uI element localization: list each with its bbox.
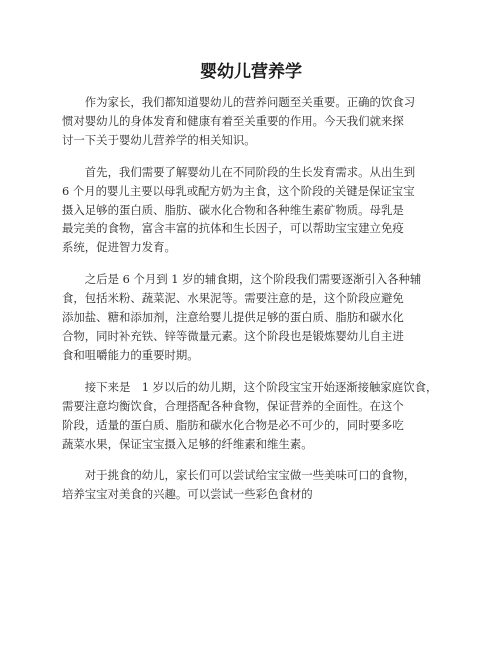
- paragraph-3: [62, 270, 462, 365]
- paragraph-line: 阶段，适量的蛋白质、脂肪和碳水化合物是必不可少的，同时要多吃: [62, 417, 404, 432]
- paragraph-line: 添加盐、糖和添加剂，注意给婴儿提供足够的蛋白质、脂肪和碳水化: [62, 310, 404, 325]
- paragraph-line: 食，包括米粉、蔬菜泥、水果泥等。需要注意的是，这个阶段应避免: [62, 291, 404, 306]
- document-title: 婴幼儿营养学: [200, 62, 302, 82]
- paragraph-line: 首先，我们需要了解婴幼儿在不同阶段的生长发育需求。从出生到: [62, 164, 416, 179]
- paragraph-line: 6 个月的婴儿主要以母乳或配方奶为主食，这个阶段的关键是保证宝宝: [62, 183, 415, 198]
- paragraph-line: 讨一下关于婴幼儿营养学的相关知识。: [62, 132, 256, 147]
- paragraph-line: 接下来是 1 岁以后的幼儿期，这个阶段宝宝开始逐渐接触家庭饮食，: [62, 379, 438, 394]
- paragraph-line: 蔬菜水果，保证宝宝摄入足够的纤维素和维生素。: [62, 436, 313, 451]
- paragraph-line: 作为家长，我们都知道婴幼儿的营养问题至关重要。正确的饮食习: [62, 95, 416, 109]
- document-body: [62, 93, 462, 517]
- paragraph-line: 食和咀嚼能力的重要时期。: [62, 347, 199, 362]
- paragraph-line: 摄入足够的蛋白质、脂肪、碳水化合物和各种维生素矿物质。母乳是: [62, 202, 404, 217]
- paragraph-line: 需要注意均衡饮食，合理搭配各种食物，保证营养的全面性。在这个: [62, 398, 404, 413]
- paragraph-1: [62, 93, 462, 150]
- paragraph-line: 之后是 6 个月到 1 岁的辅食期，这个阶段我们需要逐渐引入各种辅: [62, 272, 422, 287]
- paragraph-line: 合物，同时补充铁、锌等微量元素。这个阶段也是锻炼婴幼儿自主进: [62, 328, 404, 343]
- paragraph-4: [62, 378, 462, 454]
- paragraph-line: 系统，促进智力发育。: [62, 240, 176, 255]
- paragraph-line: 惯对婴幼儿的身体发育和健康有着至关重要的作用。今天我们就来探: [62, 113, 404, 128]
- paragraph-line: 培养宝宝对美食的兴趣。可以尝试一些彩色食材的: [62, 487, 313, 502]
- paragraph-2: [62, 163, 462, 258]
- paragraph-line: 对于挑食的幼儿，家长们可以尝试给宝宝做一些美味可口的食物，: [62, 468, 416, 483]
- paragraph-5: [62, 466, 462, 504]
- paragraph-line: 最完美的食物，富含丰富的抗体和生长因子，可以帮助宝宝建立免疫: [62, 221, 404, 236]
